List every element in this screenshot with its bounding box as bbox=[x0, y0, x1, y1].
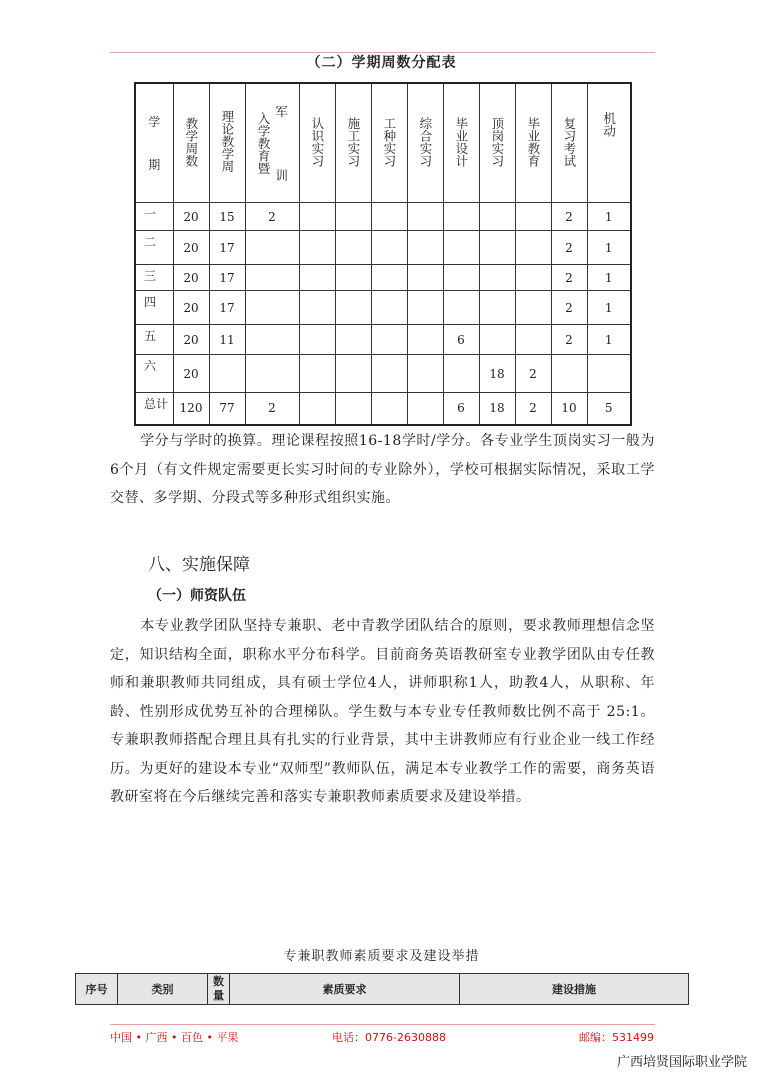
qual-header-count: 数量 bbox=[208, 974, 230, 1005]
header-flexible: 机动 bbox=[587, 83, 631, 203]
table-cell bbox=[443, 355, 479, 393]
table-cell bbox=[407, 325, 443, 355]
table-cell: 20 bbox=[173, 231, 209, 265]
table-row bbox=[135, 291, 631, 325]
row-period-cell: 五 bbox=[135, 325, 173, 355]
header-cognitive-practice: 认识实习 bbox=[299, 83, 335, 203]
table-cell bbox=[371, 203, 407, 231]
header-period bbox=[135, 83, 173, 203]
table-cell bbox=[479, 203, 515, 231]
table-cell: 20 bbox=[173, 291, 209, 325]
table-cell bbox=[479, 291, 515, 325]
table-cell: 1 bbox=[587, 203, 631, 231]
semester-table-title: （二）学期周数分配表 bbox=[306, 55, 457, 71]
table-cell: 17 bbox=[209, 231, 245, 265]
qual-header-measures: 建设措施 bbox=[460, 974, 689, 1005]
table-cell bbox=[245, 231, 299, 265]
table-cell bbox=[245, 355, 299, 393]
header-comprehensive-practice: 综合实习 bbox=[407, 83, 443, 203]
table-cell bbox=[371, 355, 407, 393]
table-cell bbox=[515, 291, 551, 325]
table-cell bbox=[443, 291, 479, 325]
table-cell bbox=[371, 393, 407, 425]
table-cell: 18 bbox=[479, 393, 515, 425]
table-cell bbox=[407, 265, 443, 291]
table-cell: 11 bbox=[209, 325, 245, 355]
table-cell bbox=[515, 265, 551, 291]
header-period-top: 学 bbox=[148, 115, 161, 129]
table-cell: 2 bbox=[245, 393, 299, 425]
table-cell bbox=[335, 265, 371, 291]
footer-phone: 电话：0776-2630888 bbox=[332, 1031, 446, 1044]
row-period-cell: 总计 bbox=[135, 393, 173, 425]
row-period-cell: 二 bbox=[135, 231, 173, 265]
table-cell bbox=[299, 325, 335, 355]
table-cell bbox=[443, 203, 479, 231]
semester-weeks-table bbox=[134, 82, 632, 426]
table-cell bbox=[407, 203, 443, 231]
header-period-bottom: 期 bbox=[148, 158, 161, 172]
table-cell: 2 bbox=[551, 291, 587, 325]
table-cell: 77 bbox=[209, 393, 245, 425]
header-internship: 顶岗实习 bbox=[479, 83, 515, 203]
table-cell bbox=[407, 231, 443, 265]
table-cell bbox=[245, 325, 299, 355]
table-cell bbox=[443, 265, 479, 291]
qualification-table bbox=[75, 973, 689, 1005]
header-construction-practice: 施工实习 bbox=[335, 83, 371, 203]
table-cell bbox=[335, 203, 371, 231]
table-cell bbox=[479, 231, 515, 265]
table-cell bbox=[443, 231, 479, 265]
table-cell bbox=[299, 393, 335, 425]
table-cell bbox=[551, 355, 587, 393]
table-cell bbox=[515, 231, 551, 265]
table-cell bbox=[407, 393, 443, 425]
table-cell bbox=[299, 265, 335, 291]
table-cell bbox=[209, 355, 245, 393]
table-cell bbox=[299, 231, 335, 265]
row-period-cell: 六 bbox=[135, 355, 173, 393]
qual-header-index: 序号 bbox=[76, 974, 118, 1005]
school-name: 广西培贤国际职业学院 bbox=[616, 1055, 747, 1070]
table-cell: 2 bbox=[551, 231, 587, 265]
header-entrance-military bbox=[245, 83, 299, 203]
table-cell bbox=[515, 325, 551, 355]
section-heading: 八、实施保障 bbox=[148, 555, 250, 575]
table-row bbox=[135, 393, 631, 425]
table-cell: 6 bbox=[443, 393, 479, 425]
row-period-cell: 三 bbox=[135, 265, 173, 291]
table-cell: 20 bbox=[173, 325, 209, 355]
table-cell: 5 bbox=[587, 393, 631, 425]
table-cell: 1 bbox=[587, 231, 631, 265]
table-cell bbox=[299, 203, 335, 231]
table-cell: 2 bbox=[245, 203, 299, 231]
table-cell: 2 bbox=[551, 325, 587, 355]
qual-header-category: 类别 bbox=[118, 974, 208, 1005]
table-cell bbox=[245, 291, 299, 325]
table-cell: 2 bbox=[515, 355, 551, 393]
table-header-row bbox=[135, 83, 631, 203]
row-period-cell: 四 bbox=[135, 291, 173, 325]
faculty-paragraph: 本专业教学团队坚持专兼职、老中青教学团队结合的原则，要求教师理想信念坚定，知识结构全面，职称水平分布科学。目前商务英语教研室专业教学团队由专任教师和兼职教师共同组成，具有硕士学位4人，讲师职称1人，助教4人，从职称、年龄、性别形成优势互补的合理梯队。学生数与本专业专任教师数比例不高于 25:1。专兼职教师搭配合理且具有扎实的行业背景，其中主讲教师应有行业企业一线工作经历。为更好的建设本专业“双师型”教师队伍，满足本专业教学工作的需要，商务英语教研室将在今后继续完善和落实专兼职教师素质要求及建设举措。 bbox=[110, 618, 655, 805]
table-cell bbox=[587, 355, 631, 393]
table-cell bbox=[371, 265, 407, 291]
table-cell bbox=[407, 355, 443, 393]
table-row bbox=[135, 325, 631, 355]
header-theory-weeks: 理论教学周 bbox=[209, 83, 245, 203]
table-row bbox=[135, 203, 631, 231]
table-cell: 15 bbox=[209, 203, 245, 231]
table-cell bbox=[299, 355, 335, 393]
header-graduation-education: 毕业教育 bbox=[515, 83, 551, 203]
table-cell bbox=[335, 291, 371, 325]
qualification-header-row bbox=[76, 974, 689, 1005]
header-entrance-right-bottom: 训 bbox=[273, 168, 289, 181]
row-period-cell: 一 bbox=[135, 203, 173, 231]
table-cell: 2 bbox=[551, 203, 587, 231]
credit-paragraph: 学分与学时的换算。理论课程按照16-18学时/学分。各专业学生顶岗实习一般为6个月（有文件规定需要更长实习时间的专业除外），学校可根据实际情况，采取工学交替、多学期、分段式等多种形式组织实施。 bbox=[110, 433, 655, 506]
table-cell: 1 bbox=[587, 265, 631, 291]
header-trade-practice: 工种实习 bbox=[371, 83, 407, 203]
sub-heading: （一）师资队伍 bbox=[148, 588, 246, 604]
qual-header-requirements: 素质要求 bbox=[230, 974, 460, 1005]
table-cell bbox=[479, 325, 515, 355]
table-cell bbox=[335, 393, 371, 425]
table-cell: 17 bbox=[209, 265, 245, 291]
table-cell bbox=[371, 231, 407, 265]
table-cell: 10 bbox=[551, 393, 587, 425]
table-cell bbox=[299, 291, 335, 325]
table-cell: 1 bbox=[587, 325, 631, 355]
table-cell bbox=[371, 325, 407, 355]
table-cell bbox=[407, 291, 443, 325]
table-cell bbox=[335, 355, 371, 393]
table-cell: 1 bbox=[587, 291, 631, 325]
table-cell: 18 bbox=[479, 355, 515, 393]
header-entrance-left: 入学教育暨 bbox=[256, 111, 271, 175]
table-cell: 20 bbox=[173, 203, 209, 231]
footer-rule bbox=[110, 1024, 655, 1025]
table-row bbox=[135, 355, 631, 393]
footer-postcode: 邮编：531499 bbox=[579, 1031, 654, 1044]
table-cell bbox=[335, 231, 371, 265]
table-cell bbox=[245, 265, 299, 291]
header-graduation-design: 毕业设计 bbox=[443, 83, 479, 203]
qualification-table-title: 专兼职教师素质要求及建设举措 bbox=[283, 949, 480, 964]
table-cell: 120 bbox=[173, 393, 209, 425]
table-row bbox=[135, 231, 631, 265]
footer-location: 中国 • 广西 • 百色 • 平果 bbox=[110, 1031, 239, 1044]
header-teaching-weeks: 教学周数 bbox=[173, 83, 209, 203]
table-row bbox=[135, 265, 631, 291]
header-review-exam: 复习考试 bbox=[551, 83, 587, 203]
table-cell: 17 bbox=[209, 291, 245, 325]
table-cell bbox=[371, 291, 407, 325]
table-cell bbox=[515, 203, 551, 231]
table-cell: 20 bbox=[173, 265, 209, 291]
table-cell bbox=[479, 265, 515, 291]
table-cell: 2 bbox=[551, 265, 587, 291]
table-cell: 6 bbox=[443, 325, 479, 355]
header-entrance-right-top: 军 bbox=[273, 105, 289, 118]
table-cell: 20 bbox=[173, 355, 209, 393]
table-cell bbox=[335, 325, 371, 355]
table-cell: 2 bbox=[515, 393, 551, 425]
